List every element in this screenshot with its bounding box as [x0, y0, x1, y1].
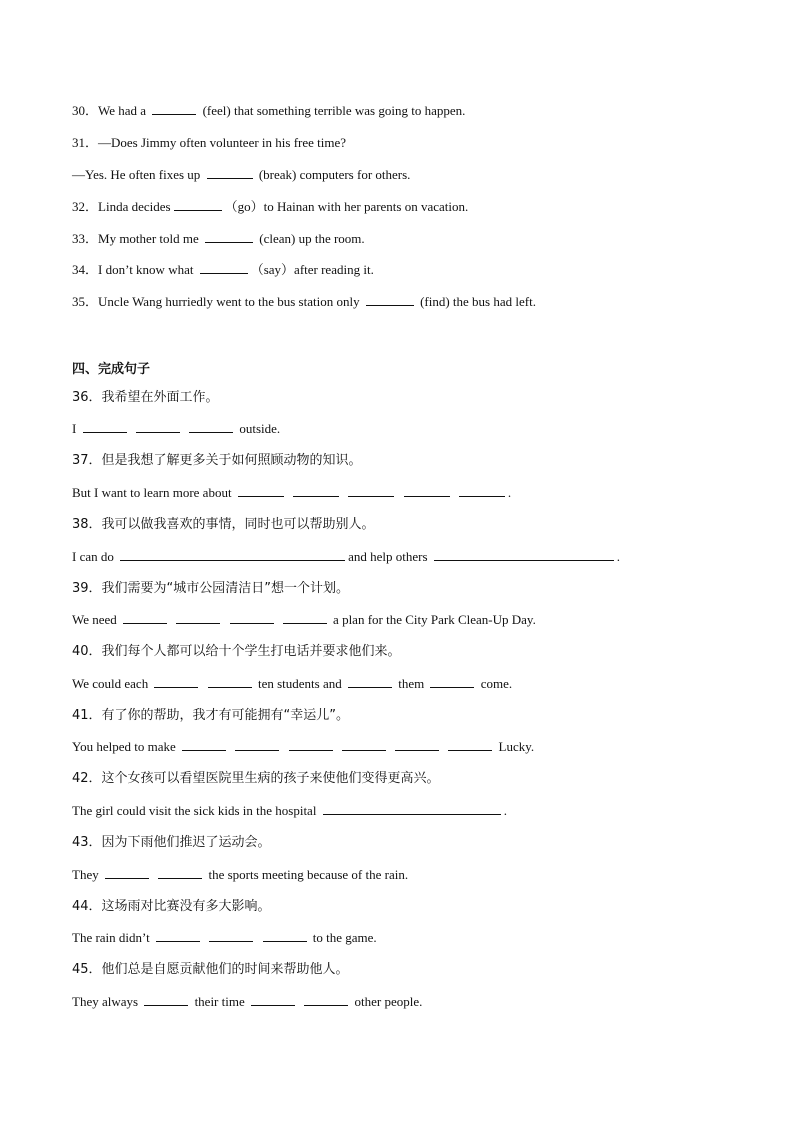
- question-36-chinese: 36．我希望在外面工作。: [72, 390, 219, 405]
- answer-blank[interactable]: [251, 994, 295, 1006]
- question-40-answer: We could each ten students and them come.: [72, 676, 513, 691]
- question-39-chinese: 39．我们需要为“城市公园清洁日”想一个计划。: [72, 581, 350, 596]
- answer-blank[interactable]: [158, 867, 202, 879]
- question-44-answer: The rain didn’t to the game.: [72, 930, 377, 945]
- answer-blank[interactable]: [293, 485, 339, 497]
- answer-blank[interactable]: [123, 612, 167, 624]
- answer-blank[interactable]: [156, 930, 200, 942]
- answer-blank[interactable]: [152, 103, 196, 115]
- question-36-answer: I outside.: [72, 421, 281, 436]
- question-39-answer: We need a plan for the City Park Clean-Up Day.: [72, 612, 536, 627]
- question-45-answer: They always their time other people.: [72, 994, 423, 1009]
- answer-blank[interactable]: [200, 262, 248, 274]
- answer-blank[interactable]: [348, 676, 392, 688]
- answer-blank[interactable]: [136, 421, 180, 433]
- question-33: 33．My mother told me (clean) up the room.: [72, 231, 365, 246]
- question-31-answer: —Yes. He often fixes up (break) computers for others.: [72, 167, 411, 182]
- section-heading: 四、完成句子: [72, 362, 151, 377]
- question-32: 32．Linda decides （go）to Hainan with her parents on vacation.: [72, 199, 469, 214]
- answer-blank[interactable]: [404, 485, 450, 497]
- question-34: 34．I don’t know what （say）after reading it.: [72, 262, 374, 277]
- question-41-answer: You helped to make Lucky.: [72, 739, 535, 754]
- question-38-answer: I can do and help others .: [72, 549, 621, 564]
- answer-blank[interactable]: [448, 739, 492, 751]
- question-37-answer: But I want to learn more about .: [72, 485, 512, 500]
- answer-blank[interactable]: [263, 930, 307, 942]
- answer-blank[interactable]: [304, 994, 348, 1006]
- answer-blank[interactable]: [434, 549, 614, 561]
- answer-blank[interactable]: [205, 231, 253, 243]
- question-30: 30．We had a (feel) that something terrible was going to happen.: [72, 103, 466, 118]
- answer-blank[interactable]: [154, 676, 198, 688]
- question-43-answer: They the sports meeting because of the rain.: [72, 867, 409, 882]
- answer-blank[interactable]: [174, 199, 222, 211]
- answer-blank[interactable]: [430, 676, 474, 688]
- answer-blank[interactable]: [209, 930, 253, 942]
- answer-blank[interactable]: [144, 994, 188, 1006]
- question-43-chinese: 43．因为下雨他们推迟了运动会。: [72, 835, 271, 850]
- answer-blank[interactable]: [120, 549, 345, 561]
- answer-blank[interactable]: [283, 612, 327, 624]
- answer-blank[interactable]: [348, 485, 394, 497]
- answer-blank[interactable]: [395, 739, 439, 751]
- answer-blank[interactable]: [189, 421, 233, 433]
- question-38-chinese: 38．我可以做我喜欢的事情，同时也可以帮助别人。: [72, 517, 375, 532]
- answer-blank[interactable]: [238, 485, 284, 497]
- question-37-chinese: 37．但是我想了解更多关于如何照顾动物的知识。: [72, 453, 362, 468]
- answer-blank[interactable]: [230, 612, 274, 624]
- question-42-chinese: 42．这个女孩可以看望医院里生病的孩子来使他们变得更高兴。: [72, 771, 440, 786]
- answer-blank[interactable]: [176, 612, 220, 624]
- answer-blank[interactable]: [342, 739, 386, 751]
- question-31: 31．—Does Jimmy often volunteer in his free time?: [72, 135, 347, 150]
- question-44-chinese: 44．这场雨对比赛没有多大影响。: [72, 899, 271, 914]
- question-45-chinese: 45．他们总是自愿贡献他们的时间来帮助他人。: [72, 962, 349, 977]
- question-35: 35．Uncle Wang hurriedly went to the bus station only (find) the bus had left.: [72, 294, 536, 309]
- answer-blank[interactable]: [182, 739, 226, 751]
- answer-blank[interactable]: [289, 739, 333, 751]
- answer-blank[interactable]: [366, 294, 414, 306]
- answer-blank[interactable]: [208, 676, 252, 688]
- question-42-answer: The girl could visit the sick kids in the hospital .: [72, 803, 507, 818]
- answer-blank[interactable]: [459, 485, 505, 497]
- answer-blank[interactable]: [207, 167, 253, 179]
- answer-blank[interactable]: [235, 739, 279, 751]
- answer-blank[interactable]: [83, 421, 127, 433]
- answer-blank[interactable]: [323, 803, 501, 815]
- answer-blank[interactable]: [105, 867, 149, 879]
- question-40-chinese: 40．我们每个人都可以给十个学生打电话并要求他们来。: [72, 644, 401, 659]
- question-41-chinese: 41．有了你的帮助，我才有可能拥有“幸运儿”。: [72, 708, 350, 723]
